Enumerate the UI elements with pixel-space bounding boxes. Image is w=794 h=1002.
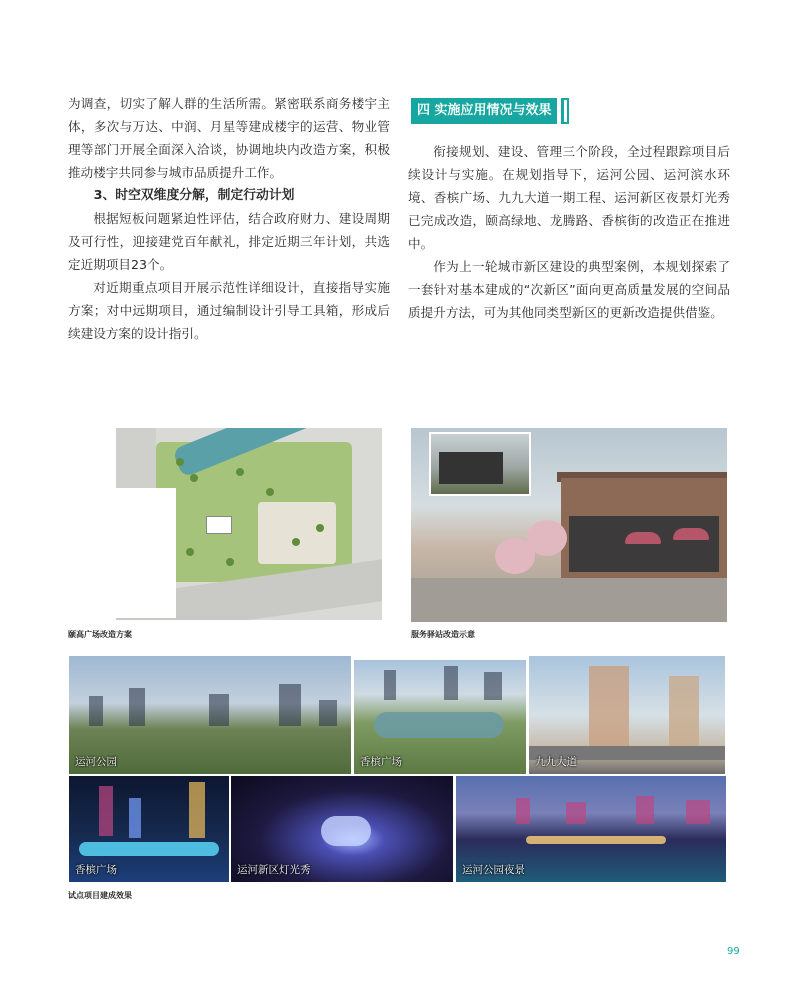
plan-caption: 颐高广场改造方案 [68, 630, 132, 639]
section-heading-title: 四 实施应用情况与效果 [417, 103, 552, 118]
photo-label-champagne-plaza-night: 香槟广场 [75, 864, 117, 876]
photo-champagne-plaza-night [69, 776, 229, 882]
right-paragraph-1: 衔接规划、建设、管理三个阶段，全过程跟踪项目后续设计与实施。在规划指导下，运河公园、运河滨水环境、香槟广场、九九大道一期工程、运河新区夜景灯光秀已完成改造，颐高绿地、龙腾路、香槟街的改造正在推进中。 [408, 144, 730, 251]
right-text-column [408, 140, 730, 324]
section-heading [411, 98, 575, 124]
photo-jiujiu-avenue [529, 656, 725, 774]
left-paragraph-1: 为调查，切实了解人群的生活所需。紧密联系商务楼宇主体，多次与万达、中润、月星等建成楼宇的运营、物业管理等部门开展全面深入洽谈，协调地块内改造方案，积极推动楼宇共同参与城市品质提升工作。 [68, 96, 390, 180]
plaza-plan-image [116, 428, 382, 620]
photo-label-canal-park: 运河公园 [75, 756, 117, 768]
page-number: 99 [727, 946, 740, 957]
photo-label-champagne-plaza: 香槟广场 [360, 756, 402, 768]
subheading-action-plan: 3、时空双维度分解，制定行动计划 [93, 188, 295, 203]
photo-champagne-plaza-day [354, 660, 526, 774]
photo-light-show [231, 776, 453, 882]
service-station-image [411, 428, 727, 622]
photo-label-jiujiu-avenue: 九九大道 [535, 756, 577, 768]
photo-canal-park-night [456, 776, 726, 882]
left-text-column [68, 92, 390, 345]
left-paragraph-3: 对近期重点项目开展示范性详细设计，直接指导实施方案；对中远期项目，通过编制设计引导工具箱，形成后续建设方案的设计指引。 [68, 280, 390, 341]
right-paragraph-2: 作为上一轮城市新区建设的典型案例，本规划探索了一套针对基本建成的“次新区”面向更高质量发展的空间品质提升方法，可为其他同类型新区的更新改造提供借鉴。 [408, 259, 730, 320]
left-paragraph-2: 根据短板问题紧迫性评估，结合政府财力、建设周期及可行性，迎接建党百年献礼，排定近期三年计划，共选定近期项目23个。 [68, 211, 390, 272]
station-inset-photo [429, 432, 531, 496]
photo-label-canal-park-night: 运河公园夜景 [462, 864, 525, 876]
plan-legend [116, 488, 176, 618]
photo-label-light-show: 运河新区灯光秀 [237, 864, 311, 876]
section-heading-bracket [561, 98, 569, 124]
station-caption: 服务驿站改造示意 [411, 630, 475, 639]
photo-canal-park [69, 656, 351, 774]
pilot-projects-caption: 试点项目建成效果 [68, 891, 132, 900]
